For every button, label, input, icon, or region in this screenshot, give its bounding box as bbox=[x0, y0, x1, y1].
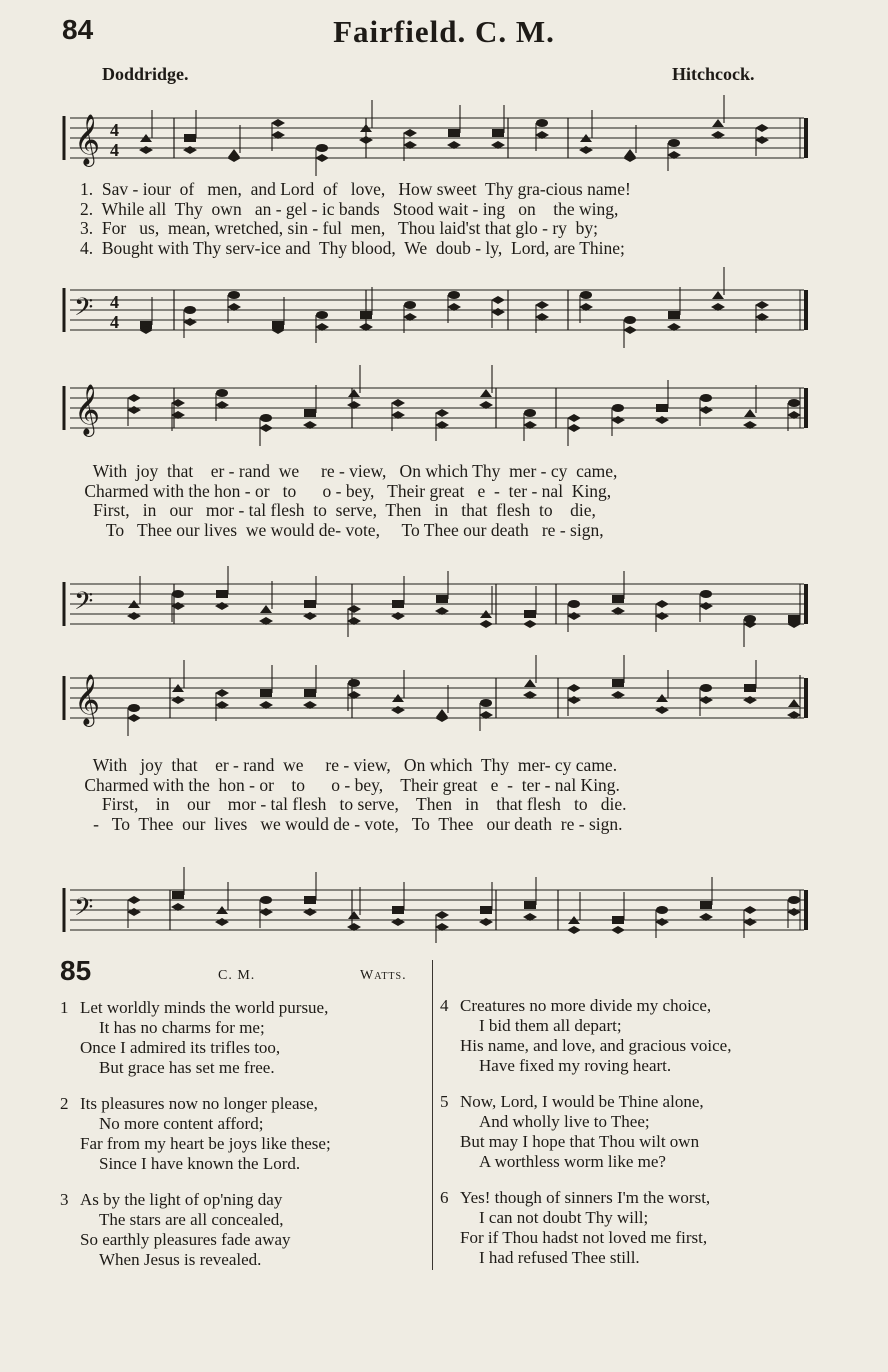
note-head bbox=[480, 699, 492, 707]
note-head bbox=[611, 416, 625, 424]
note-head bbox=[491, 296, 505, 304]
treble-staff-1 bbox=[62, 108, 806, 172]
note-head bbox=[479, 620, 493, 628]
time-signature-top: 4 bbox=[110, 292, 119, 312]
note-head bbox=[171, 602, 185, 610]
note-head bbox=[611, 926, 625, 934]
bass-clef-icon: 𝄢 bbox=[74, 893, 94, 928]
note-head bbox=[215, 602, 229, 610]
note-head bbox=[567, 696, 581, 704]
note-head bbox=[127, 714, 141, 722]
time-signature-bottom: 4 bbox=[110, 140, 119, 160]
note-head bbox=[127, 612, 141, 620]
stanza-number: 4 bbox=[440, 996, 449, 1015]
note-head bbox=[216, 590, 228, 598]
note-head bbox=[260, 689, 272, 697]
note-head bbox=[172, 590, 184, 598]
treble-clef-icon: 𝄞 bbox=[74, 384, 101, 435]
bass-clef-icon: 𝄢 bbox=[74, 587, 94, 622]
verse-line: I bid them all depart; bbox=[479, 1016, 622, 1035]
note-head bbox=[271, 119, 285, 127]
note-head bbox=[348, 389, 360, 397]
note-head bbox=[228, 291, 240, 299]
lyric-line: 2. While all Thy own an - gel - ic bands Stood wait - ing on the wing, bbox=[80, 198, 619, 219]
lyric-line: First, in our mor - tal flesh to serve, Then in that flesh to die. bbox=[80, 794, 627, 815]
note-head bbox=[743, 696, 757, 704]
note-head bbox=[259, 424, 273, 432]
note-head bbox=[744, 409, 756, 417]
note-head bbox=[184, 134, 196, 142]
stanza-number: 3 bbox=[60, 1190, 69, 1209]
note-head bbox=[700, 394, 712, 402]
lyric-line: - To Thee our lives we would de - vote, To Thee our death re - sign. bbox=[80, 813, 623, 834]
verse-line: For if Thou hadst not loved me first, bbox=[460, 1228, 708, 1247]
note-head bbox=[788, 896, 800, 904]
note-head bbox=[743, 906, 757, 914]
verse-line: Far from my heart be joys like these; bbox=[80, 1134, 331, 1153]
note-head bbox=[787, 908, 801, 916]
time-signature-top: 4 bbox=[110, 120, 119, 140]
note-head bbox=[128, 704, 140, 712]
note-head bbox=[216, 389, 228, 397]
lyrics-system-3 bbox=[80, 756, 810, 834]
note-head bbox=[524, 679, 536, 687]
treble-staff-3 bbox=[62, 668, 806, 752]
note-head bbox=[391, 918, 405, 926]
note-head bbox=[184, 306, 196, 314]
page-number: 84 bbox=[62, 14, 94, 45]
note-head bbox=[127, 896, 141, 904]
note-head bbox=[403, 129, 417, 137]
lyric-line: With joy that er - rand we re - view, On which Thy mer- cy came. bbox=[80, 755, 618, 775]
lyric-line: To Thee our lives we would de- vote, To Thee our death re - sign, bbox=[80, 519, 604, 540]
note-head bbox=[479, 918, 493, 926]
note-head bbox=[700, 901, 712, 909]
note-head bbox=[699, 406, 713, 414]
note-head bbox=[700, 590, 712, 598]
note-head bbox=[260, 605, 272, 613]
note-head bbox=[304, 409, 316, 417]
note-head bbox=[392, 906, 404, 914]
stanza-5 bbox=[440, 1092, 704, 1172]
note-head bbox=[668, 139, 680, 147]
note-head bbox=[524, 610, 536, 618]
note-head bbox=[535, 301, 549, 309]
note-head bbox=[755, 124, 769, 132]
note-head bbox=[655, 918, 669, 926]
note-head bbox=[492, 129, 504, 137]
note-head bbox=[788, 699, 800, 707]
note-head bbox=[743, 918, 757, 926]
note-head bbox=[655, 416, 669, 424]
note-head bbox=[567, 684, 581, 692]
note-head bbox=[391, 706, 405, 714]
lyrics-system-2 bbox=[80, 462, 810, 540]
note-head bbox=[127, 394, 141, 402]
note-head bbox=[435, 714, 449, 722]
note-head bbox=[348, 911, 360, 919]
note-head bbox=[755, 301, 769, 309]
lyric-line: Charmed with the hon - or to o - bey, Their great e - ter - nal King, bbox=[80, 480, 612, 501]
verse-line: Since I have known the Lord. bbox=[99, 1154, 301, 1173]
hymn-title: Fairfield. C. M. bbox=[333, 14, 555, 49]
note-head bbox=[623, 154, 637, 162]
note-head bbox=[536, 119, 548, 127]
note-head bbox=[668, 311, 680, 319]
treble-clef-icon: 𝄞 bbox=[74, 674, 101, 725]
note-head bbox=[316, 311, 328, 319]
verse-line: As by the light of op'ning day bbox=[80, 1190, 283, 1209]
note-head bbox=[567, 926, 581, 934]
note-head bbox=[480, 389, 492, 397]
note-head bbox=[624, 316, 636, 324]
note-head bbox=[303, 908, 317, 916]
verse-line: Creatures no more divide my choice, bbox=[460, 996, 712, 1015]
verse-line: Yes! though of sinners I'm the worst, bbox=[460, 1188, 711, 1207]
note-head bbox=[655, 706, 669, 714]
note-head bbox=[700, 684, 712, 692]
note-head bbox=[259, 908, 273, 916]
composer-credit: Hitchcock. bbox=[672, 64, 755, 84]
note-head bbox=[171, 696, 185, 704]
note-head bbox=[436, 595, 448, 603]
note-head bbox=[524, 901, 536, 909]
note-head bbox=[655, 612, 669, 620]
verse-line: I can not doubt Thy will; bbox=[479, 1208, 649, 1227]
bass-clef-icon: 𝄢 bbox=[74, 293, 94, 328]
note-head bbox=[127, 406, 141, 414]
time-signature-bottom: 4 bbox=[110, 312, 119, 332]
note-head bbox=[568, 600, 580, 608]
stanza-1 bbox=[60, 998, 328, 1078]
bass-staff-2 bbox=[62, 560, 806, 636]
note-head bbox=[612, 404, 624, 412]
verse-line: A worthless worm like me? bbox=[479, 1152, 666, 1171]
lyric-line: 4. Bought with Thy serv-ice and Thy blood, We doub - ly, Lord, are Thine; bbox=[80, 237, 625, 258]
stanza-3 bbox=[60, 1190, 291, 1270]
hymn-85-number: 85 bbox=[60, 955, 92, 986]
note-head bbox=[215, 918, 229, 926]
note-head bbox=[612, 916, 624, 924]
note-head bbox=[448, 129, 460, 137]
verse-line: But grace has set me free. bbox=[99, 1058, 275, 1077]
note-head bbox=[360, 311, 372, 319]
note-head bbox=[392, 600, 404, 608]
note-head bbox=[623, 326, 637, 334]
verse-line: The stars are all concealed, bbox=[99, 1210, 284, 1229]
note-head bbox=[580, 291, 592, 299]
note-head bbox=[755, 136, 769, 144]
note-head bbox=[172, 891, 184, 899]
note-head bbox=[435, 911, 449, 919]
column-divider bbox=[432, 960, 433, 1270]
note-head bbox=[127, 908, 141, 916]
note-head bbox=[788, 399, 800, 407]
note-head bbox=[448, 291, 460, 299]
note-head bbox=[316, 144, 328, 152]
verse-line: It has no charms for me; bbox=[99, 1018, 265, 1037]
note-head bbox=[699, 602, 713, 610]
note-head bbox=[656, 404, 668, 412]
bass-staff-1 bbox=[62, 270, 806, 342]
note-head bbox=[304, 896, 316, 904]
verse-line: Let worldly minds the world pursue, bbox=[80, 998, 329, 1017]
note-head bbox=[567, 424, 581, 432]
verse-line: Now, Lord, I would be Thine alone, bbox=[460, 1092, 704, 1111]
note-head bbox=[183, 318, 197, 326]
stanza-4 bbox=[440, 996, 731, 1076]
lyric-line: First, in our mor - tal flesh to serve, Then in that flesh to die, bbox=[80, 500, 596, 521]
lyric-line: 1. Sav - iour of men, and Lord of love, How sweet Thy gra-cious name! bbox=[80, 179, 631, 199]
verse-line: No more content afford; bbox=[99, 1114, 264, 1133]
note-head bbox=[655, 600, 669, 608]
verse-line: Its pleasures now no longer please, bbox=[80, 1094, 318, 1113]
note-head bbox=[712, 119, 724, 127]
stanza-number: 1 bbox=[60, 998, 69, 1017]
stanza-number: 2 bbox=[60, 1094, 69, 1113]
note-head bbox=[359, 136, 373, 144]
note-head bbox=[260, 414, 272, 422]
note-head bbox=[304, 689, 316, 697]
bass-staff-3 bbox=[62, 850, 806, 942]
author-credit: Doddridge. bbox=[102, 64, 189, 84]
verse-line: So earthly pleasures fade away bbox=[80, 1230, 291, 1249]
note-head bbox=[391, 399, 405, 407]
note-head bbox=[612, 595, 624, 603]
treble-clef-icon: 𝄞 bbox=[74, 114, 101, 165]
hymn-85-meter: C. M. bbox=[218, 968, 256, 983]
verse-line: Once I admired its trifles too, bbox=[80, 1038, 281, 1057]
note-head bbox=[567, 414, 581, 422]
note-head bbox=[656, 906, 668, 914]
note-head bbox=[712, 291, 724, 299]
note-head bbox=[491, 308, 505, 316]
lyrics-system-1 bbox=[80, 180, 810, 258]
stanza-number: 5 bbox=[440, 1092, 449, 1111]
verse-line: And wholly live to Thee; bbox=[479, 1112, 650, 1131]
note-head bbox=[260, 896, 272, 904]
verse-line: His name, and love, and gracious voice, bbox=[460, 1036, 732, 1055]
stanza-number: 6 bbox=[440, 1188, 449, 1207]
note-head bbox=[183, 146, 197, 154]
lyric-line: 3. For us, mean, wretched, sin - ful men, Thou laid'st that glo - ry by; bbox=[80, 218, 599, 239]
note-head bbox=[579, 146, 593, 154]
verse-line: Have fixed my roving heart. bbox=[479, 1056, 672, 1075]
note-head bbox=[744, 684, 756, 692]
hymn-85-poet: Watts. bbox=[360, 968, 407, 983]
note-head bbox=[315, 154, 329, 162]
note-head bbox=[435, 409, 449, 417]
note-head bbox=[303, 612, 317, 620]
note-head bbox=[348, 679, 360, 687]
note-head bbox=[699, 696, 713, 704]
note-head bbox=[480, 906, 492, 914]
note-head bbox=[227, 154, 241, 162]
stanza-2 bbox=[60, 1094, 331, 1174]
note-head bbox=[567, 612, 581, 620]
note-head bbox=[139, 146, 153, 154]
verse-line: I had refused Thee still. bbox=[479, 1248, 640, 1267]
stanza-6 bbox=[440, 1188, 710, 1268]
note-head bbox=[347, 605, 361, 613]
note-head bbox=[612, 679, 624, 687]
note-head bbox=[171, 399, 185, 407]
verse-line: But may I hope that Thou wilt own bbox=[460, 1132, 700, 1151]
note-head bbox=[524, 409, 536, 417]
lyric-line: Charmed with the hon - or to o - bey, Their great e - ter - nal King. bbox=[80, 774, 620, 795]
note-head bbox=[215, 689, 229, 697]
note-head bbox=[404, 301, 416, 309]
treble-staff-2 bbox=[62, 378, 806, 448]
verse-line: When Jesus is revealed. bbox=[99, 1250, 262, 1269]
note-head bbox=[523, 620, 537, 628]
note-head bbox=[304, 600, 316, 608]
note-head bbox=[391, 612, 405, 620]
lyric-line: With joy that er - rand we re - view, On which Thy mer - cy came, bbox=[80, 461, 618, 481]
